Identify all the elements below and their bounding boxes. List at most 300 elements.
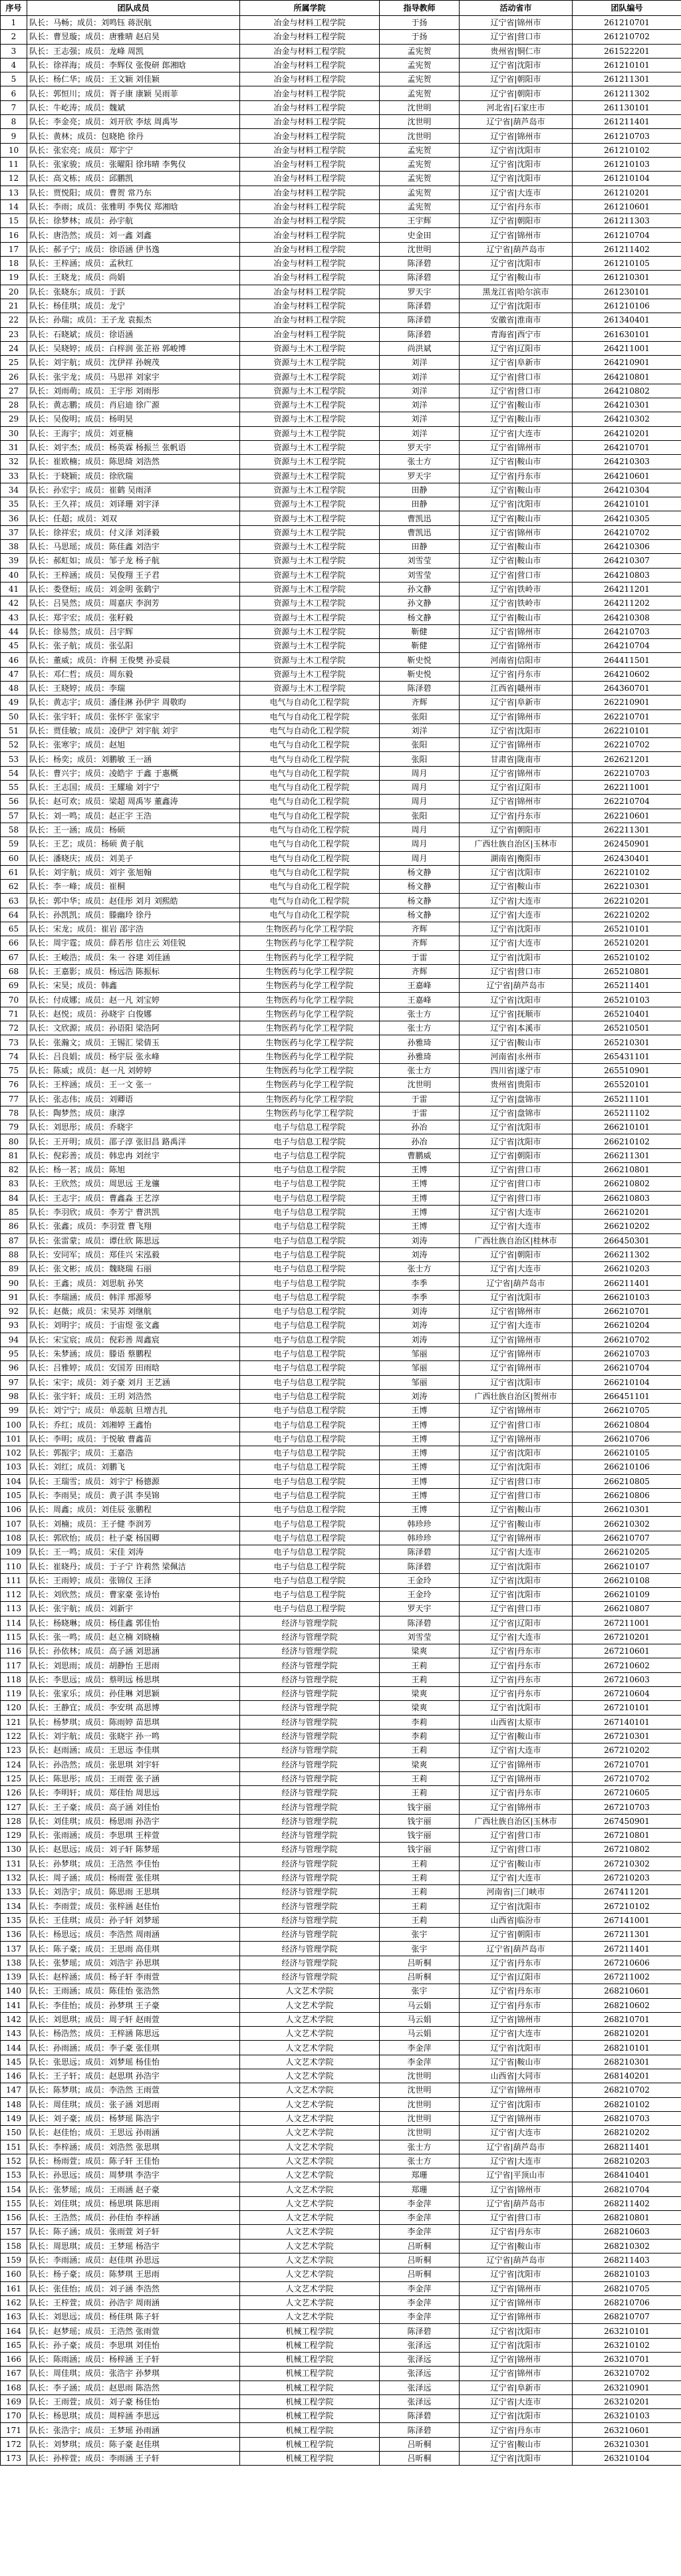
table-row <box>1 1970 681 1984</box>
row-index: 146 <box>1 2069 27 2083</box>
row-index: 151 <box>1 2140 27 2154</box>
row-index: 94 <box>1 1333 27 1347</box>
row-college: 电气与自动化工程学院 <box>240 851 380 865</box>
row-college: 经济与管理学院 <box>240 1843 380 1857</box>
table-row <box>1 1800 681 1814</box>
row-region: 辽宁省|沈阳市 <box>460 257 573 271</box>
row-college: 经济与管理学院 <box>240 1970 380 1984</box>
row-index: 109 <box>1 1545 27 1559</box>
row-teacher: 王莉 <box>380 1743 460 1757</box>
row-team-id: 263210201 <box>573 2394 681 2408</box>
row-team-id: 267210605 <box>573 1786 681 1800</box>
row-region: 辽宁省|大连市 <box>460 2027 573 2041</box>
row-college: 生物医药与化学工程学院 <box>240 964 380 978</box>
row-region: 辽宁省|锦州市 <box>460 2310 573 2324</box>
row-members: 队长：张宇轩；成员：王玥 刘浩然 <box>27 1389 240 1403</box>
row-members: 队长：郝虹如；成员：邹子龙 杨子航 <box>27 554 240 568</box>
row-team-id: 264210303 <box>573 455 681 469</box>
row-teacher: 靳健 <box>380 639 460 653</box>
row-members: 队长：王雨婷；成员：张锦仪 王泽 <box>27 1573 240 1587</box>
row-college: 经济与管理学院 <box>240 1715 380 1729</box>
row-members: 队长：刘子豪；成员：杨梦瑶 陈浩宇 <box>27 2111 240 2125</box>
row-members: 队长：孙浩然；成员：张思琪 刘宇轩 <box>27 1757 240 1771</box>
row-index: 31 <box>1 440 27 454</box>
row-region: 辽宁省|锦州市 <box>460 2111 573 2125</box>
row-index: 24 <box>1 341 27 355</box>
table-row <box>1 58 681 72</box>
row-region: 辽宁省|鞍山市 <box>460 1035 573 1049</box>
row-region: 辽宁省|锦州市 <box>460 1305 573 1319</box>
row-college: 经济与管理学院 <box>240 1857 380 1870</box>
table-row <box>1 1078 681 1092</box>
row-college: 冶金与材料工程学院 <box>240 199 380 213</box>
row-members: 队长：赵梦瑶；成员：王浩然 张雨萱 <box>27 2324 240 2338</box>
row-college: 冶金与材料工程学院 <box>240 172 380 186</box>
row-team-id: 267411201 <box>573 1885 681 1899</box>
row-teacher: 罗天宇 <box>380 469 460 483</box>
row-team-id: 263210901 <box>573 2381 681 2394</box>
row-index: 168 <box>1 2381 27 2394</box>
row-college: 电气与自动化工程学院 <box>240 696 380 709</box>
row-team-id: 266211401 <box>573 1276 681 1290</box>
row-members: 队长：宋龙；成员：崔岩 邵宇浩 <box>27 922 240 936</box>
table-row <box>1 271 681 285</box>
row-team-id: 264210306 <box>573 539 681 553</box>
row-college: 资源与土木工程学院 <box>240 370 380 384</box>
table-row <box>1 1220 681 1233</box>
row-team-id: 265210103 <box>573 993 681 1007</box>
row-teacher: 邹丽 <box>380 1375 460 1389</box>
row-team-id: 266210805 <box>573 1474 681 1488</box>
row-college: 电子与信息工程学院 <box>240 1404 380 1418</box>
row-teacher: 曹凯迅 <box>380 525 460 539</box>
row-region: 辽宁省|朝阳市 <box>460 86 573 100</box>
row-region: 辽宁省|营口市 <box>460 1177 573 1191</box>
row-index: 104 <box>1 1474 27 1488</box>
row-members: 队长：王静宜；成员：李安琪 高思博 <box>27 1701 240 1715</box>
row-members: 队长：崔晓丹；成员：于子宁 许莉然 梁佩洁 <box>27 1559 240 1573</box>
row-region: 辽宁省|沈阳市 <box>460 1460 573 1474</box>
row-members: 队长：李明；成员：于悦敏 曹鑫苗 <box>27 1432 240 1446</box>
row-index: 71 <box>1 1007 27 1021</box>
row-members: 队长：刘思琪；成员：周子轩 赵雨萱 <box>27 2012 240 2026</box>
row-teacher: 李莉 <box>380 1715 460 1729</box>
row-members: 队长：王梓涵；成员：王一文 张一 <box>27 1078 240 1092</box>
row-college: 机械工程学院 <box>240 2338 380 2352</box>
row-college: 资源与土木工程学院 <box>240 356 380 370</box>
row-teacher: 孙雅琦 <box>380 1035 460 1049</box>
row-region: 辽宁省|锦州市 <box>460 440 573 454</box>
row-teacher: 梁爽 <box>380 1687 460 1701</box>
row-team-id: 261210601 <box>573 199 681 213</box>
row-teacher: 吕昕桐 <box>380 2452 460 2466</box>
table-row <box>1 2239 681 2253</box>
row-team-id: 268210301 <box>573 2055 681 2069</box>
row-members: 队长：王志强；成员：龙峰 周凯 <box>27 44 240 58</box>
table-row <box>1 1134 681 1148</box>
row-region: 辽宁省|丹东市 <box>460 1644 573 1658</box>
row-team-id: 264211001 <box>573 341 681 355</box>
row-index: 173 <box>1 2452 27 2466</box>
row-team-id: 264210701 <box>573 440 681 454</box>
row-members: 队长：刘宇航；成员：刘宇 张旭翰 <box>27 865 240 879</box>
row-region: 辽宁省|锦州市 <box>460 2083 573 2097</box>
table-row <box>1 2409 681 2423</box>
row-region: 辽宁省|鞍山市 <box>460 1729 573 1743</box>
row-region: 辽宁省|锦州市 <box>460 738 573 752</box>
row-region: 辽宁省|大连市 <box>460 1220 573 1233</box>
row-region: 辽宁省|鞍山市 <box>460 2055 573 2069</box>
row-index: 100 <box>1 1418 27 1432</box>
row-index: 55 <box>1 781 27 795</box>
row-teacher: 孙文静 <box>380 582 460 596</box>
row-college: 电子与信息工程学院 <box>240 1290 380 1304</box>
table-row <box>1 1404 681 1418</box>
table-row <box>1 257 681 271</box>
row-members: 队长：刘佳琪；成员：杨思雨 孙浩宇 <box>27 1814 240 1828</box>
row-teacher: 张士方 <box>380 455 460 469</box>
row-index: 80 <box>1 1134 27 1148</box>
row-members: 队长：张瀚文；成员：王锡汇 梁倩玉 <box>27 1035 240 1049</box>
row-index: 119 <box>1 1687 27 1701</box>
row-team-id: 267210602 <box>573 1658 681 1672</box>
row-members: 队长：张浩宇；成员：王梦瑶 孙雨涵 <box>27 2423 240 2437</box>
row-team-id: 263210104 <box>573 2452 681 2466</box>
row-region: 辽宁省|锦州市 <box>460 1771 573 1785</box>
table-row <box>1 186 681 199</box>
row-team-id: 265210401 <box>573 1007 681 1021</box>
row-teacher: 张阳 <box>380 738 460 752</box>
row-region: 辽宁省|沈阳市 <box>460 1559 573 1573</box>
row-region: 辽宁省|鞍山市 <box>460 1857 573 1870</box>
row-college: 生物医药与化学工程学院 <box>240 936 380 950</box>
row-members: 队长：王海宇；成员：刘亚楠 <box>27 426 240 440</box>
row-teacher: 齐辉 <box>380 922 460 936</box>
table-row <box>1 2012 681 2026</box>
row-index: 153 <box>1 2168 27 2182</box>
row-college: 机械工程学院 <box>240 2324 380 2338</box>
row-teacher: 靳史悦 <box>380 653 460 667</box>
row-teacher: 孙雅琦 <box>380 1049 460 1063</box>
row-members: 队长：王志国；成员：王耀瑜 刘宇宁 <box>27 781 240 795</box>
row-members: 队长：孙梓萱；成员：李雨涵 王子轩 <box>27 2452 240 2466</box>
row-team-id: 268210701 <box>573 2012 681 2026</box>
table-row <box>1 993 681 1007</box>
row-college: 电子与信息工程学院 <box>240 1220 380 1233</box>
row-index: 92 <box>1 1305 27 1319</box>
row-members: 队长：杨晓琳；成员：杨佳鑫 郭佳怡 <box>27 1616 240 1630</box>
table-row <box>1 1984 681 1998</box>
row-members: 队长：娄登烜；成员：刘金明 张鹤宁 <box>27 582 240 596</box>
row-members: 队长：郑宇宏；成员：张籽毅 <box>27 610 240 624</box>
row-team-id: 268210201 <box>573 2027 681 2041</box>
row-members: 队长：刘楠；成员：王子健 李润芳 <box>27 1517 240 1531</box>
row-region: 辽宁省|铁岭市 <box>460 582 573 596</box>
row-college: 生物医药与化学工程学院 <box>240 1063 380 1077</box>
row-teacher: 钱宇丽 <box>380 1843 460 1857</box>
row-index: 25 <box>1 356 27 370</box>
row-team-id: 261211302 <box>573 86 681 100</box>
row-members: 队长：崔欧楠；成员：陈思绮 刘浩然 <box>27 455 240 469</box>
row-team-id: 264210602 <box>573 667 681 681</box>
row-teacher: 陈泽碧 <box>380 327 460 341</box>
row-members: 队长：孙梦琪；成员：王浩然 李佳怡 <box>27 1857 240 1870</box>
row-team-id: 268211401 <box>573 2140 681 2154</box>
row-members: 队长：徐易然；成员：吕宇辉 <box>27 624 240 638</box>
row-region: 辽宁省|沈阳市 <box>460 2324 573 2338</box>
row-region: 辽宁省|营口市 <box>460 1488 573 1502</box>
row-college: 人文艺术学院 <box>240 2126 380 2140</box>
row-region: 辽宁省|锦州市 <box>460 2012 573 2026</box>
row-college: 电子与信息工程学院 <box>240 1573 380 1587</box>
row-region: 辽宁省|沈阳市 <box>460 143 573 157</box>
row-teacher: 齐辉 <box>380 696 460 709</box>
table-row <box>1 979 681 993</box>
row-index: 148 <box>1 2097 27 2111</box>
row-members: 队长：刘宇航；成员：张晓宇 孙一鸣 <box>27 1729 240 1743</box>
row-region: 辽宁省|葫芦岛市 <box>460 2253 573 2267</box>
row-region: 辽宁省|鞍山市 <box>460 271 573 285</box>
row-members: 队长：孙子豪；成员：李思琪 刘佳怡 <box>27 2338 240 2352</box>
row-index: 44 <box>1 624 27 638</box>
row-team-id: 266210707 <box>573 1531 681 1545</box>
row-team-id: 263210301 <box>573 2437 681 2451</box>
row-members: 队长：周子涵；成员：杨雨萱 张佳琪 <box>27 1870 240 1884</box>
row-team-id: 264210702 <box>573 525 681 539</box>
row-team-id: 268210601 <box>573 1984 681 1998</box>
row-region: 辽宁省|营口市 <box>460 370 573 384</box>
row-college: 经济与管理学院 <box>240 1885 380 1899</box>
row-teacher: 沈世明 <box>380 2069 460 2083</box>
row-teacher: 杨文静 <box>380 865 460 879</box>
row-college: 人文艺术学院 <box>240 2182 380 2196</box>
row-index: 68 <box>1 964 27 978</box>
row-region: 辽宁省|营口市 <box>460 568 573 582</box>
row-teacher: 曹鹏威 <box>380 1148 460 1162</box>
row-index: 126 <box>1 1786 27 1800</box>
row-teacher: 王博 <box>380 1503 460 1517</box>
row-teacher: 吕昕桐 <box>380 2239 460 2253</box>
row-members: 队长：贾佳敏；成员：凌伊宁 刘宇航 刘宇 <box>27 723 240 737</box>
row-region: 贵州省|贵阳市 <box>460 1078 573 1092</box>
row-index: 60 <box>1 851 27 865</box>
row-teacher: 周月 <box>380 795 460 809</box>
row-college: 机械工程学院 <box>240 2367 380 2381</box>
row-teacher: 孙冶 <box>380 1134 460 1148</box>
row-team-id: 268210706 <box>573 2295 681 2309</box>
row-college: 经济与管理学院 <box>240 1658 380 1672</box>
table-row <box>1 936 681 950</box>
row-college: 机械工程学院 <box>240 2423 380 2437</box>
row-team-id: 261211303 <box>573 214 681 228</box>
row-region: 辽宁省|丹东市 <box>460 199 573 213</box>
row-members: 队长：张梦瑶；成员：刘浩宇 孙思琪 <box>27 1956 240 1970</box>
row-index: 70 <box>1 993 27 1007</box>
row-index: 167 <box>1 2367 27 2381</box>
row-college: 资源与土木工程学院 <box>240 412 380 426</box>
row-region: 湖南省|衡阳市 <box>460 851 573 865</box>
row-index: 30 <box>1 426 27 440</box>
row-region: 辽宁省|沈阳市 <box>460 1701 573 1715</box>
row-college: 资源与土木工程学院 <box>240 469 380 483</box>
row-college: 人文艺术学院 <box>240 2310 380 2324</box>
row-teacher: 孟宪贺 <box>380 58 460 72</box>
row-region: 辽宁省|大连市 <box>460 2154 573 2168</box>
row-region: 辽宁省|锦州市 <box>460 1404 573 1418</box>
row-teacher: 刘洋 <box>380 398 460 412</box>
table-row <box>1 525 681 539</box>
row-index: 21 <box>1 299 27 313</box>
row-index: 69 <box>1 979 27 993</box>
row-members: 队长：宋宝宸；成员：倪彩善 周鑫宸 <box>27 1333 240 1347</box>
row-team-id: 261210104 <box>573 172 681 186</box>
row-members: 队长：黄林；成员：包晓艳 徐丹 <box>27 129 240 143</box>
row-team-id: 267210603 <box>573 1672 681 1686</box>
row-index: 102 <box>1 1446 27 1460</box>
row-team-id: 268210101 <box>573 2041 681 2055</box>
row-college: 冶金与材料工程学院 <box>240 58 380 72</box>
row-teacher: 齐辉 <box>380 936 460 950</box>
row-index: 35 <box>1 497 27 511</box>
row-college: 经济与管理学院 <box>240 1672 380 1686</box>
row-teacher: 孟宪贺 <box>380 44 460 58</box>
row-teacher: 王宇辉 <box>380 214 460 228</box>
row-team-id: 262621201 <box>573 752 681 766</box>
row-team-id: 263210101 <box>573 2324 681 2338</box>
row-college: 冶金与材料工程学院 <box>240 115 380 129</box>
row-college: 电子与信息工程学院 <box>240 1418 380 1432</box>
row-college: 电子与信息工程学院 <box>240 1503 380 1517</box>
row-team-id: 267211401 <box>573 1942 681 1956</box>
row-teacher: 陈泽碧 <box>380 2324 460 2338</box>
row-index: 127 <box>1 1800 27 1814</box>
row-teacher: 张泽远 <box>380 2394 460 2408</box>
table-row <box>1 2338 681 2352</box>
row-members: 队长：张寒宇；成员：赵旭 <box>27 738 240 752</box>
row-college: 电子与信息工程学院 <box>240 1205 380 1219</box>
row-region: 辽宁省|锦州市 <box>460 639 573 653</box>
row-region: 辽宁省|铁岭市 <box>460 596 573 610</box>
table-row <box>1 1092 681 1106</box>
row-teacher: 于扬 <box>380 16 460 30</box>
row-members: 队长：乔红；成员：刘湘婷 王鑫怡 <box>27 1418 240 1432</box>
row-index: 162 <box>1 2295 27 2309</box>
row-members: 队长：郭中华；成员：赵佳彤 刘月 刘熙皓 <box>27 894 240 908</box>
table-row <box>1 1120 681 1134</box>
row-region: 辽宁省|锦州市 <box>460 2182 573 2196</box>
row-team-id: 268210707 <box>573 2310 681 2324</box>
table-row <box>1 497 681 511</box>
row-team-id: 267210203 <box>573 1870 681 1884</box>
table-row <box>1 2168 681 2182</box>
row-members: 队长：李雨涵；成员：赵佳琪 孙思远 <box>27 2253 240 2267</box>
row-index: 138 <box>1 1956 27 1970</box>
row-members: 队长：刘雨萌；成员：王宇彤 刘雨彤 <box>27 384 240 398</box>
row-teacher: 尚洪斌 <box>380 341 460 355</box>
row-college: 电子与信息工程学院 <box>240 1361 380 1375</box>
row-teacher: 陈泽碧 <box>380 271 460 285</box>
row-college: 人文艺术学院 <box>240 2055 380 2069</box>
table-row <box>1 1163 681 1177</box>
row-team-id: 261210301 <box>573 271 681 285</box>
row-members: 队长：王瑞雪；成员：刘宇宁 杨德源 <box>27 1474 240 1488</box>
row-team-id: 266210102 <box>573 1134 681 1148</box>
table-row <box>1 2097 681 2111</box>
row-members: 队长：吕雅婷；成员：安国芳 田雨晗 <box>27 1361 240 1375</box>
row-team-id: 264210801 <box>573 370 681 384</box>
row-index: 142 <box>1 2012 27 2026</box>
row-team-id: 266210705 <box>573 1404 681 1418</box>
row-team-id: 262450901 <box>573 837 681 851</box>
row-members: 队长：赵梓涵；成员：杨子轩 李雨萱 <box>27 1970 240 1984</box>
row-region: 辽宁省|丹东市 <box>460 1786 573 1800</box>
row-index: 171 <box>1 2423 27 2437</box>
row-teacher: 王博 <box>380 1488 460 1502</box>
row-teacher: 刘洋 <box>380 356 460 370</box>
row-college: 资源与土木工程学院 <box>240 568 380 582</box>
row-teacher: 王莉 <box>380 1658 460 1672</box>
row-region: 辽宁省|朝阳市 <box>460 72 573 86</box>
row-members: 队长：孙宏宇；成员：崔鹤 吴雨泽 <box>27 483 240 497</box>
row-region: 辽宁省|锦州市 <box>460 2295 573 2309</box>
table-row <box>1 1587 681 1601</box>
row-college: 电子与信息工程学院 <box>240 1305 380 1319</box>
row-members: 队长：孙思远；成员：周梦琪 李浩宇 <box>27 2168 240 2182</box>
row-team-id: 268410401 <box>573 2168 681 2182</box>
row-region: 辽宁省|营口市 <box>460 1474 573 1488</box>
row-team-id: 267210604 <box>573 1687 681 1701</box>
header-index: 序号 <box>1 1 27 16</box>
row-college: 冶金与材料工程学院 <box>240 313 380 327</box>
row-members: 队长：李雨萱；成员：张梓涵 赵佳怡 <box>27 1899 240 1913</box>
row-region: 辽宁省|营口市 <box>460 30 573 44</box>
row-members: 队长：李梓涵；成员：刘浩然 张思琪 <box>27 2140 240 2154</box>
row-members: 队长：任超；成员：刘双 <box>27 511 240 525</box>
row-members: 队长：郝子宁；成员：徐语涵 伊书逸 <box>27 242 240 256</box>
row-team-id: 261210703 <box>573 129 681 143</box>
table-row <box>1 1262 681 1276</box>
row-index: 22 <box>1 313 27 327</box>
row-team-id: 265210201 <box>573 936 681 950</box>
table-row <box>1 723 681 737</box>
row-index: 52 <box>1 738 27 752</box>
row-region: 辽宁省|丹东市 <box>460 1672 573 1686</box>
row-region: 辽宁省|大连市 <box>460 1545 573 1559</box>
row-team-id: 261210102 <box>573 143 681 157</box>
row-team-id: 267210202 <box>573 1743 681 1757</box>
table-row <box>1 1432 681 1446</box>
row-teacher: 刘涛 <box>380 1319 460 1333</box>
table-row <box>1 2352 681 2366</box>
row-index: 39 <box>1 554 27 568</box>
row-teacher: 王莉 <box>380 1899 460 1913</box>
row-members: 队长：王鑫；成员：刘思航 孙笑 <box>27 1276 240 1290</box>
table-row <box>1 1899 681 1913</box>
row-college: 资源与土木工程学院 <box>240 667 380 681</box>
row-college: 资源与土木工程学院 <box>240 582 380 596</box>
row-index: 85 <box>1 1205 27 1219</box>
row-team-id: 266210107 <box>573 1559 681 1573</box>
row-members: 队长：王梓涵；成员：孟秋红 <box>27 257 240 271</box>
row-members: 队长：曹兴宇；成员：凌皓宇 于鑫 于惠概 <box>27 766 240 780</box>
row-members: 队长：杨雨萱；成员：陈子轩 王佳怡 <box>27 2154 240 2168</box>
row-team-id: 261210201 <box>573 186 681 199</box>
row-team-id: 266210802 <box>573 1177 681 1191</box>
table-row <box>1 440 681 454</box>
row-team-id: 264211202 <box>573 596 681 610</box>
row-college: 电气与自动化工程学院 <box>240 880 380 894</box>
row-members: 队长：杨浩然；成员：王梓涵 陈思远 <box>27 2027 240 2041</box>
